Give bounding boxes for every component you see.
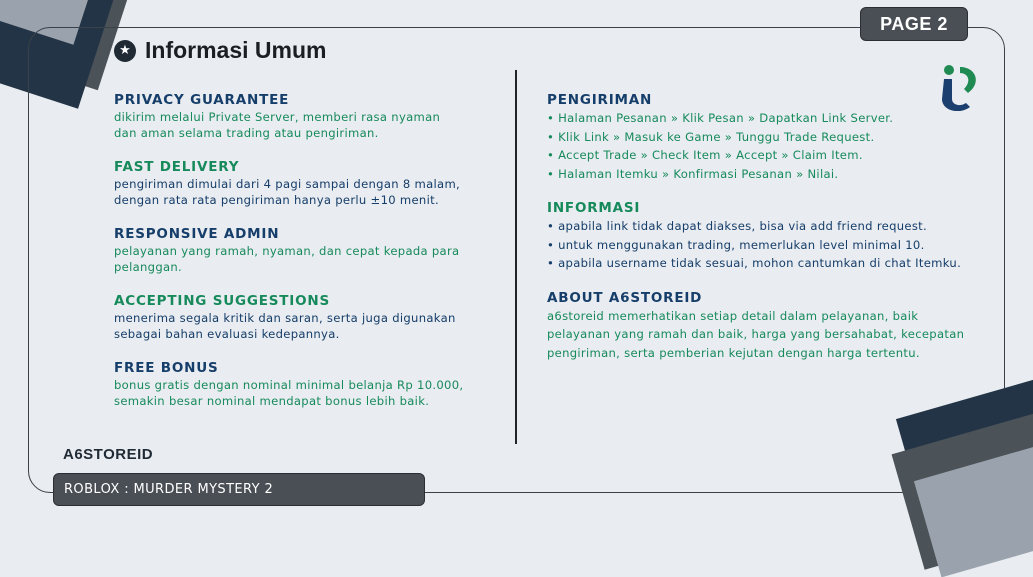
- section-title: ABOUT A6STOREID: [547, 289, 703, 306]
- list-item: • Accept Trade » Check Item » Accept » Claim Item.: [547, 146, 967, 165]
- section-body: pelayanan yang ramah, nyaman, dan cepat kepada para pelanggan.: [114, 244, 460, 274]
- list-item: • untuk menggunakan trading, memerlukan level minimal 10.: [547, 236, 967, 255]
- informasi-list: [547, 217, 967, 273]
- list-item: • Halaman Itemku » Konfirmasi Pesanan » Nilai.: [547, 165, 967, 184]
- section-pengiriman: [547, 92, 967, 183]
- section-body: dikirim melalui Private Server, memberi rasa nyaman dan aman selama trading atau pengiriman.: [114, 110, 441, 140]
- section-body: menerima segala kritik dan saran, serta juga digunakan sebagai bahan evaluasi kedepannya.: [114, 311, 456, 341]
- section-title: PENGIRIMAN: [547, 92, 653, 108]
- title-row: [114, 37, 326, 64]
- list-item: • apabila link tidak dapat diakses, bisa via add friend request.: [547, 217, 967, 236]
- footer-bar: [53, 473, 425, 506]
- list-item: • Klik Link » Masuk ke Game » Tunggu Trade Request.: [547, 128, 967, 147]
- column-divider: [515, 70, 517, 444]
- section-about: [547, 290, 967, 363]
- pengiriman-list: [547, 109, 967, 183]
- list-item: • Halaman Pesanan » Klik Pesan » Dapatkan Link Server.: [547, 109, 967, 128]
- star-icon: ★: [114, 40, 136, 62]
- section-delivery: [114, 159, 464, 208]
- section-title: FREE BONUS: [114, 360, 219, 376]
- section-title: PRIVACY GUARANTEE: [114, 92, 290, 108]
- section-body: bonus gratis dengan nominal minimal belanja Rp 10.000, semakin besar nominal mendapat bonus lebih baik.: [114, 378, 464, 408]
- section-bonus: [114, 360, 464, 409]
- page-badge: PAGE 2: [860, 7, 968, 41]
- section-privacy: [114, 92, 464, 141]
- section-title: FAST DELIVERY: [114, 159, 240, 175]
- footer-label: ROBLOX : MURDER MYSTERY 2: [64, 482, 274, 497]
- list-item: • apabila username tidak sesuai, mohon cantumkan di chat Itemku.: [547, 254, 967, 273]
- right-column: [547, 92, 967, 379]
- section-body: a6storeid memerhatikan setiap detail dalam pelayanan, baik pelayanan yang ramah dan baik, harga yang bersahabat, kecepatan pengiriman, serta pemberian kejutan dengan harga tertentu.: [547, 308, 965, 360]
- section-title: RESPONSIVE ADMIN: [114, 226, 280, 242]
- page-title: Informasi Umum: [145, 37, 327, 63]
- section-title: ACCEPTING SUGGESTIONS: [114, 293, 331, 309]
- section-title: INFORMASI: [547, 200, 641, 216]
- section-suggestions: [114, 293, 464, 342]
- left-column: [114, 92, 464, 427]
- section-admin: [114, 226, 464, 275]
- section-informasi: [547, 200, 967, 273]
- section-body: pengiriman dimulai dari 4 pagi sampai dengan 8 malam, dengan rata rata pengiriman hanya perlu ±10 menit.: [114, 177, 461, 207]
- brand-name: A6STOREID: [63, 446, 154, 463]
